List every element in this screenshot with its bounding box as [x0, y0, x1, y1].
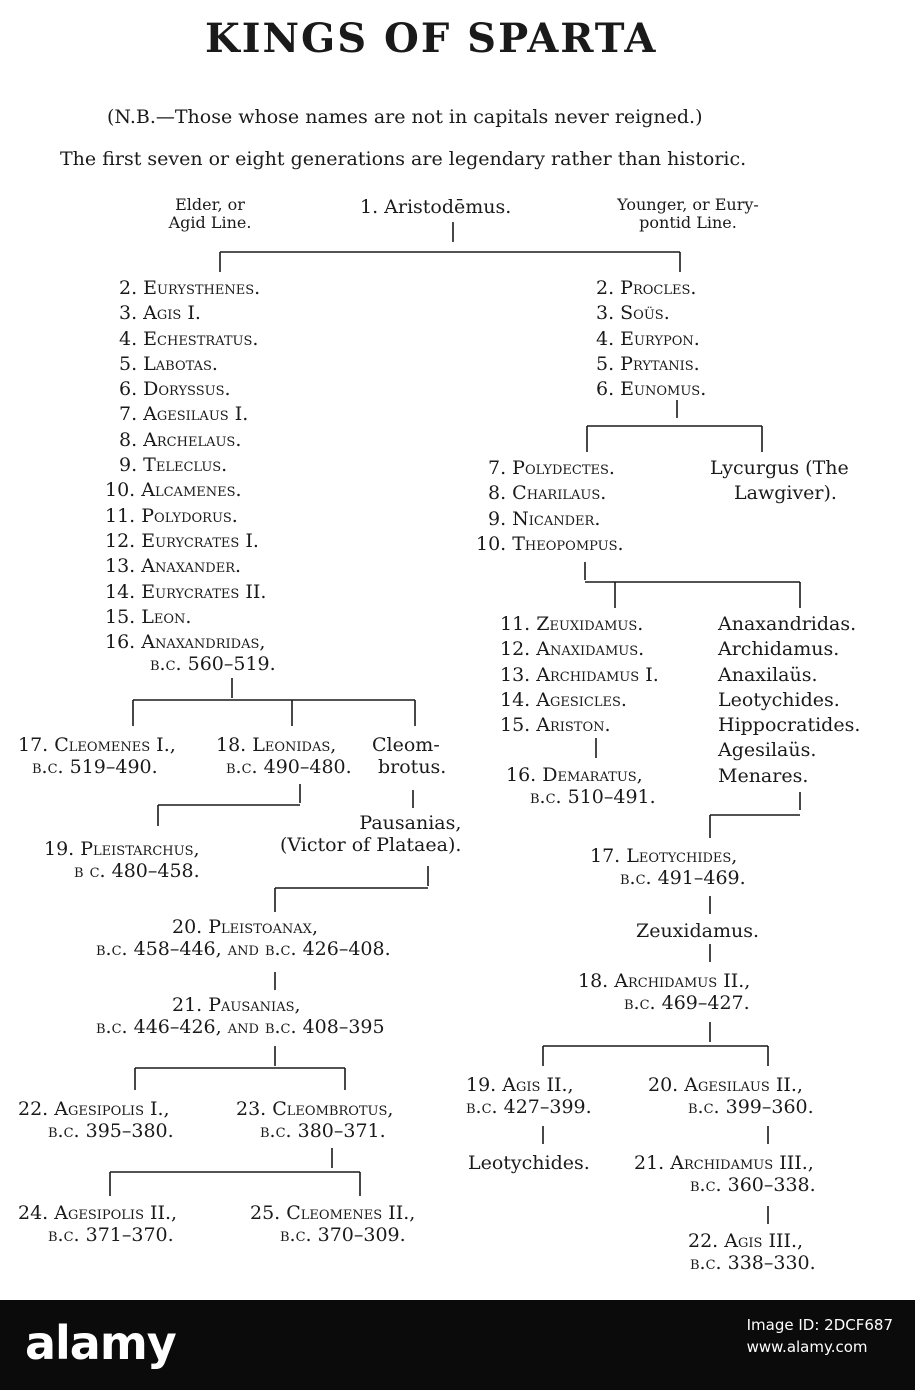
pleistoanax: 20. Pleistoanax, b.c. 458–446, and b.c. 426–408. [96, 916, 391, 960]
eury-kings-list-a [596, 276, 706, 402]
list-item: 3. Agis I. [119, 302, 201, 325]
list-item: Hippocratides. [718, 714, 861, 737]
stock-footer [0, 1300, 915, 1390]
list-item: Anaxilaüs. [718, 663, 818, 686]
list-item: 14. Eurycrates II. [105, 580, 267, 603]
list-item: 12. Eurycrates I. [105, 529, 259, 552]
eury-kings-list-b [476, 456, 624, 557]
agid-kings-list [105, 276, 266, 655]
cleombrotus-23: 23. Cleombrotus, b.c. 380–371. [236, 1098, 394, 1142]
eurypontid-line-header: Younger, or Eury- pontid Line. [617, 195, 759, 232]
pleistarchus: 19. Pleistarchus, b c. 480–458. [44, 838, 200, 882]
pausanias-victor: Pausanias, (Victor of Plataea). [280, 812, 462, 856]
agesilaus-ii: 20. Agesilaus II., b.c. 399–360. [648, 1074, 814, 1118]
list-item: 5. Labotas. [119, 352, 218, 375]
list-item: Archidamus. [718, 638, 840, 661]
cleomenes-i: 17. Cleomenes I., b.c. 519–490. [18, 734, 176, 778]
archidamus-ii: 18. Archidamus II., b.c. 469–427. [578, 970, 751, 1014]
zeuxidamus: Zeuxidamus. [636, 920, 760, 942]
list-item: 6. Eunomus. [596, 378, 707, 401]
list-item: Anaxandridas. [718, 613, 857, 635]
list-item: 2. Procles. [596, 277, 697, 299]
agesipolis-ii: 24. Agesipolis II., b.c. 371–370. [18, 1202, 178, 1246]
image-id: Image ID: 2DCF687 [746, 1316, 893, 1334]
list-item: 11. Zeuxidamus. [500, 613, 644, 635]
list-item: 11. Polydorus. [105, 504, 238, 527]
agesipolis-i: 22. Agesipolis I., b.c. 395–380. [18, 1098, 174, 1142]
list-item: 7. Agesilaus I. [119, 403, 249, 426]
list-item: 14. Agesicles. [500, 688, 627, 711]
alamy-logo: alamy [25, 1316, 176, 1370]
list-item: Leotychides. [718, 688, 840, 711]
list-item: 8. Archelaus. [119, 428, 242, 451]
list-item: 15. Leon. [105, 605, 192, 628]
leotychides-b: Leotychides. [468, 1152, 590, 1174]
anaxandridas-date: b.c. 560–519. [150, 653, 276, 675]
list-item: 2. Eurysthenes. [119, 277, 261, 299]
archidamus-iii: 21. Archidamus III., b.c. 360–338. [634, 1152, 816, 1196]
list-item: 13. Anaxander. [105, 555, 242, 578]
list-item: 10. Alcamenes. [105, 479, 242, 502]
cleombrotus-a: Cleom- brotus. [372, 734, 447, 778]
stock-info [747, 1314, 893, 1358]
root-aristodemus: 1. Aristodēmus. [360, 196, 512, 218]
list-item: 4. Eurypon. [596, 327, 700, 350]
list-item: Agesilaüs. [718, 739, 817, 762]
list-item: 10. Theopompus. [476, 532, 624, 555]
list-item: 12. Anaxidamus. [500, 638, 645, 661]
side-line-list [718, 612, 860, 789]
list-item: 3. Soüs. [596, 302, 670, 325]
list-item: 15. Ariston. [500, 714, 611, 737]
list-item: 8. Charilaus. [488, 482, 607, 505]
list-item: 4. Echestratus. [119, 327, 259, 350]
subtitle: The first seven or eight generations are legendary rather than historic. [60, 148, 747, 170]
leotychides-17: 17. Leotychides, b.c. 491–469. [590, 845, 746, 889]
agid-line-header: Elder, or Agid Line. [168, 195, 252, 232]
lycurgus: Lycurgus (The Lawgiver). [710, 457, 849, 504]
demaratus: 16. Demaratus, b.c. 510–491. [506, 764, 656, 808]
list-item: 6. Doryssus. [119, 378, 231, 401]
list-item: 9. Nicander. [488, 507, 601, 530]
cleomenes-ii: 25. Cleomenes II., b.c. 370–309. [250, 1202, 416, 1246]
eury-kings-list-c [500, 612, 659, 738]
list-item: 13. Archidamus I. [500, 663, 659, 686]
note: (N.B.—Those whose names are not in capitals never reigned.) [107, 106, 703, 128]
agis-ii: 19. Agis II., b.c. 427–399. [466, 1074, 592, 1118]
site-url: www.alamy.com [746, 1338, 868, 1356]
list-item: 5. Prytanis. [596, 352, 700, 375]
list-item: Menares. [718, 764, 809, 787]
list-item: 7. Polydectes. [488, 457, 615, 479]
page-title: KINGS OF SPARTA [205, 15, 658, 62]
list-item: 9. Teleclus. [119, 454, 228, 477]
list-item: 16. Anaxandridas, [105, 631, 266, 654]
leonidas: 18. Leonidas, b.c. 490–480. [216, 734, 352, 778]
agis-iii: 22. Agis III., b.c. 338–330. [688, 1230, 816, 1274]
pausanias-21: 21. Pausanias, b.c. 446–426, and b.c. 408–395 [96, 994, 385, 1038]
